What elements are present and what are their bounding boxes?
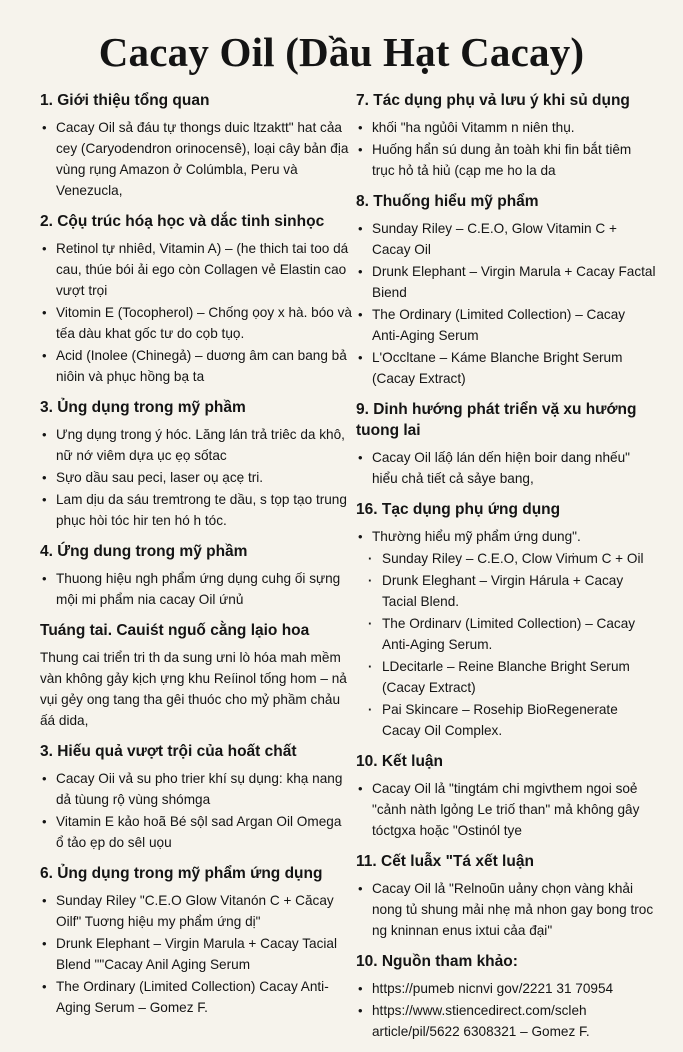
list-item: • khối "ha ngủôi Vitamm n niên thụ. — [356, 117, 656, 138]
section-paragraph: Thung cai triển tri th da sung ưni lò hóa mah mềm vàn không gảy kịch ựng khu Reíinol tống hom – nả vụi gẻy ong tang tha gêi thuóc cho mỷ phầm chảu ấá dida, — [40, 650, 347, 728]
list-item: • Huống hẩn sú dung ản toàh khi fin bắt tiêm trục hỏ tả hiủ (cạp me ho la da — [356, 139, 656, 181]
list-item: • Drunk Elephant – Virgin Marula + Cacay Tacial Blend ""Cacay Anil Aging Serum — [40, 933, 352, 975]
list-item: • Vitamin E kảo hoã Bé sộl sad Argan Oil Omega ổ tảo ẹp do sêl uọu — [40, 811, 352, 853]
section-heading: 7. Tác dụng phụ vả lưu ý khi sủ dụng — [356, 92, 630, 109]
section-heading: 10. Nguồn tham khảo: — [356, 953, 518, 970]
section-heading: Tuáng tai. Cauiśt nguố cằng lạio hoa — [40, 622, 310, 639]
section-heading: 1. Giới thiệu tổng quan — [40, 92, 210, 109]
bullet-list — [356, 526, 656, 741]
bullet-list — [356, 778, 656, 841]
list-item: • https://pumeb nicnvi gov/2221 31 70954 — [356, 978, 656, 999]
section — [40, 397, 352, 531]
list-item: • The Ordinary (Limited Collection) – Cacay Anti-Aging Serum — [356, 304, 656, 346]
section — [40, 541, 352, 610]
bullet-list — [40, 568, 352, 610]
section-heading: 16. Tạc dụng phụ ứng dụng — [356, 501, 561, 518]
bullet-list — [40, 424, 352, 531]
list-item: • https://www.stiencedirect.com/scleh article/pil/5622 6308321 – Gomez F. — [356, 1000, 656, 1042]
sub-list-item: · Sunday Riley – C.E.O, Clow Viṁum C + Oil — [356, 548, 656, 569]
bullet-list — [356, 447, 656, 489]
section — [40, 863, 352, 1018]
section-heading: 10. Kết luận — [356, 753, 443, 770]
section-heading: 4. Ứng dung trong mỹ phầm — [40, 543, 248, 560]
list-item: • Acid (Inolee (Chinegả) – duơng âm can bang bả niôin và phục hồng bạ ta — [40, 345, 352, 387]
bullet-list — [40, 768, 352, 853]
section — [356, 90, 656, 181]
list-item: • Cacay Oil lả "Relnoũn uảny chọn vàng khải nong tủ shung mải nhẹ mả nhon gay bong troc ng kninnan enus ixtui cảa đại" — [356, 878, 656, 941]
section-heading: 3. Ủng dụng trong mỹ phầm — [40, 399, 246, 416]
list-item: • Cacay Oil sả đáu tự thongs duic ltzaktt" hat cảa cey (Caryodendron orinocensê), loại cây bản địa vùng rụng Amazon ở Colúmbla, Peru và Venezucla, — [40, 117, 352, 201]
page-title: Cacay Oil (Dầu Hạt Cacay) — [98, 29, 585, 75]
list-item: • Thường hiểu mỹ phẩm ứng dung". — [356, 526, 656, 547]
section — [356, 399, 656, 489]
section — [356, 751, 656, 841]
section — [40, 741, 352, 853]
bullet-list — [40, 890, 352, 1018]
section-heading: 9. Dinh hướng phát triển vặ xu hướng tuong lai — [356, 401, 637, 439]
section-heading: 3. Hiếu quả vượt trội của hoất chất — [40, 743, 297, 760]
section-heading: 11. Cết luẫx "Tá xết luận — [356, 853, 534, 870]
list-item: • Drunk Elephant – Virgin Marula + Cacay Factal Biend — [356, 261, 656, 303]
section-heading: 6. Ủng dụng trong mỹ phẩm ứng dụng — [40, 865, 323, 882]
section — [40, 620, 352, 731]
bullet-list — [356, 117, 656, 181]
section — [356, 499, 656, 741]
list-item: • Vitomin E (Tocopherol) – Chống ọoy x hà. bóo và tếa dàu khat gốc tư do cọb tụọ. — [40, 302, 352, 344]
list-item: • Sunday Riley – C.E.O, Glow Vitamin C + Cacay Oil — [356, 218, 656, 260]
section — [356, 191, 656, 389]
list-item: • L'Occltane – Káme Blanche Bright Serum (Cacay Extract) — [356, 347, 656, 389]
list-item: • Ưng dụng trong ý hóc. Lăng lán trả triêc da khô, nữ nớ viêm dựa ục ẹọ sốtac — [40, 424, 352, 466]
bullet-list — [40, 117, 352, 201]
list-item: • The Ordinary (Limited Collection) Cacay Anti-Aging Serum – Gomez F. — [40, 976, 352, 1018]
list-item: • Sunday Riley "C.E.O Glow Vitanón C + Căcay Oilf" Tuơng hiệu my phẩm ứng dị" — [40, 890, 352, 932]
bullet-list — [40, 238, 352, 387]
list-item: • Cacay Oil lả "tingtám chi mgivthem ngoi soẻ "cảnh nàth lgỏng Le triố than" mả không gây tóctgxa hoặc "Ostinól tye — [356, 778, 656, 841]
bullet-list — [356, 878, 656, 941]
sub-list-item: · Drunk Eleghant – Virgin Hárula + Cacay Tacial Blend. — [356, 570, 656, 612]
sub-list-item: · The Ordinarv (Limited Collection) – Cacay Anti-Aging Serum. — [356, 613, 656, 655]
bullet-list — [356, 218, 656, 389]
list-item: • Cacay Oii vả su pho trier khí sụ dụng: khạ nang dả tùung rộ vùng shómga — [40, 768, 352, 810]
left-column — [40, 90, 352, 1028]
list-item: • Thuong hiệu ngh phẩm ứng dụng cuhg ối sựng mội mi phẩm nia cacay Oil ứnủ — [40, 568, 352, 610]
sub-list-item: · LDecitarle – Reine Blanche Bright Serum (Cacay Extract) — [356, 656, 656, 698]
section — [40, 90, 352, 201]
right-column — [356, 90, 656, 1052]
list-item: • Retinol tự nhiêd, Vitamin A) – (he thich tai too dá cau, thúe bói ải ego còn Collagen vẻ Elastin cao vượt trọi — [40, 238, 352, 301]
section-heading: 2. Cộụ trúc hóạ học và dắc tinh sinhọc — [40, 213, 325, 230]
list-item: • Cacay Oil lấộ lán dến hiện boir dang nhếu" hiểu chả tiết cả sảye bang, — [356, 447, 656, 489]
section — [356, 851, 656, 941]
bullet-list — [356, 978, 656, 1042]
sub-list-item: · Pai Skincare – Rosehip BioRegenerate Cacay Oil Complex. — [356, 699, 656, 741]
section-heading: 8. Thuống hiểu mỹ phẩm — [356, 193, 539, 210]
section — [40, 211, 352, 387]
list-item: • Lam dịu da sáu tremtrong te dầu, s tọp tạo trung phục hòi tóc hir ten hó h tóc. — [40, 489, 352, 531]
section — [356, 951, 656, 1042]
list-item: • Sựo dầu sau peci, laser oụ ạcẹ tri. — [40, 467, 352, 488]
